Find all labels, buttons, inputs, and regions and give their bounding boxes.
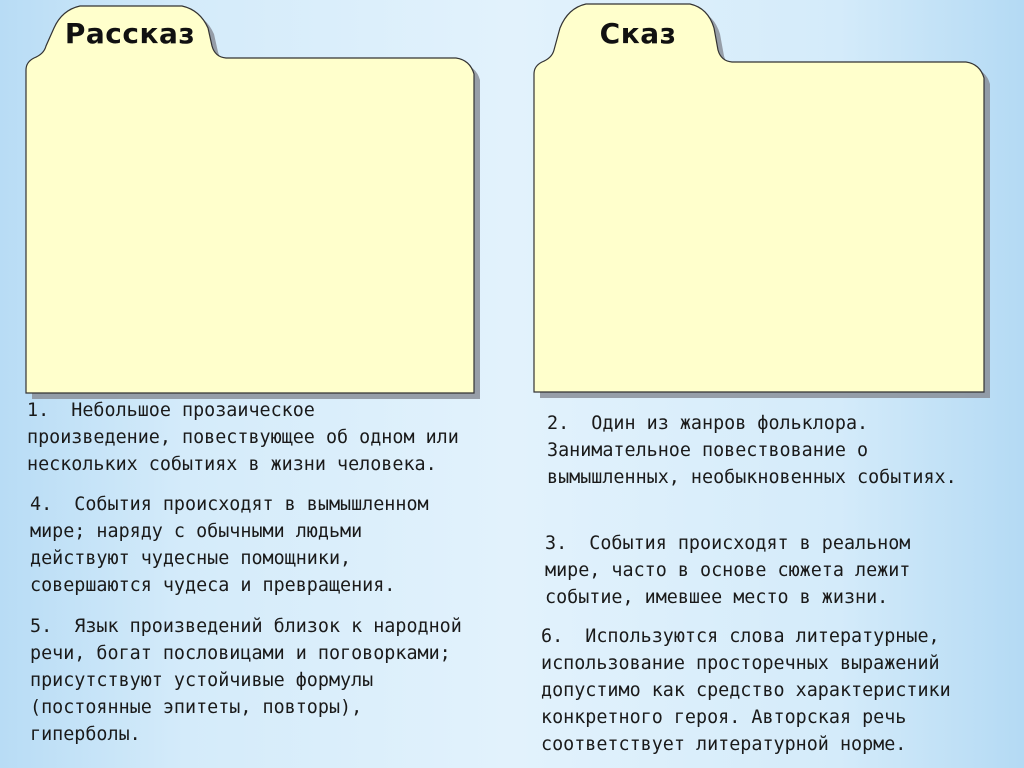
card-6-text[interactable]: 6. Используются слова литературные, использование просторечных выражений допустимо как средство характеристики конкретного героя. Авторская речь соответствует литературной норме.: [541, 626, 951, 755]
folder-skaz: [528, 0, 998, 410]
card-5-text[interactable]: 5. Язык произведений близок к народной речи, богат пословицами и поговорками; присутствуют устойчивые формулы (постоянные эпитеты, повторы), гиперболы.: [30, 616, 462, 745]
card-4-text[interactable]: 4. События происходят в вымышленном мире; наряду с обычными людьми действуют чудесные помощники, совершаются чудеса и превращения.: [30, 494, 429, 596]
folder-rasskaz: [20, 0, 490, 410]
card-3-text[interactable]: 3. События происходят в реальном мире, часто в основе сюжета лежит событие, имевшее место в жизни.: [545, 533, 911, 608]
folder-skaz-title: Сказ: [599, 17, 677, 50]
folder-rasskaz-title: Рассказ: [64, 17, 196, 50]
card-1-text[interactable]: 1. Небольшое прозаическое произведение, повествующее об одном или нескольких событиях в жизни человека.: [27, 400, 459, 475]
folder-rasskaz-shape: [20, 0, 490, 410]
card-2-text[interactable]: 2. Один из жанров фольклора. Занимательное повествование о вымышленных, необыкновенных событиях.: [547, 413, 957, 488]
folder-skaz-shape: [528, 0, 998, 410]
